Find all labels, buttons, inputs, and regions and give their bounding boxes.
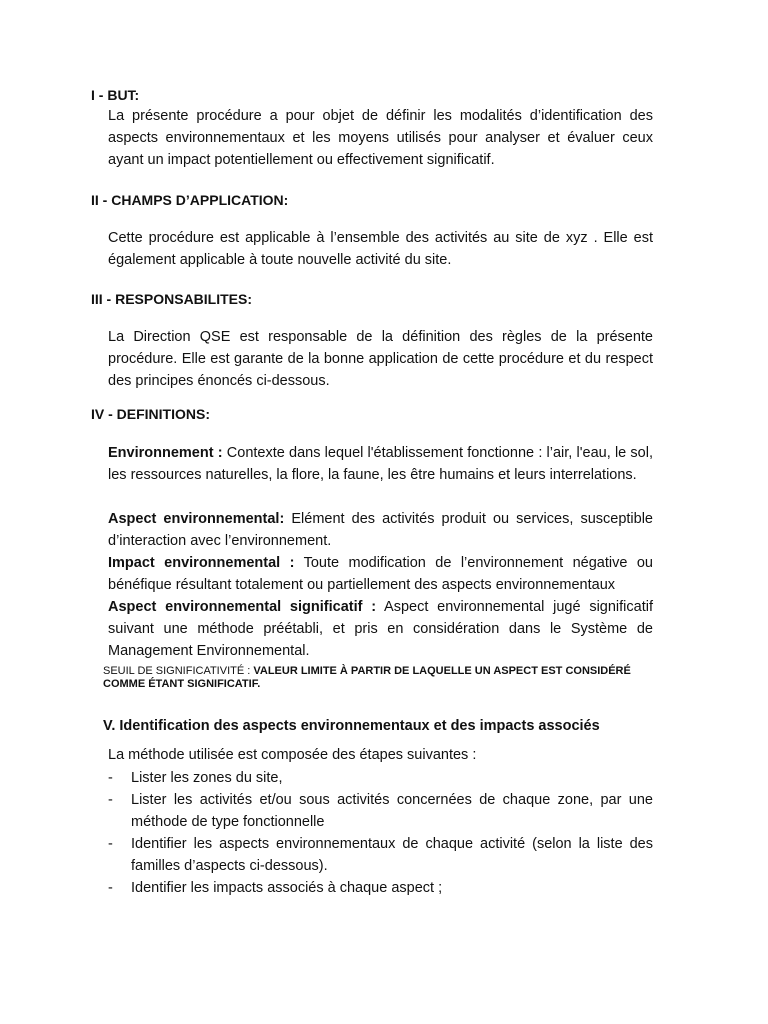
list-item bbox=[108, 833, 653, 877]
identification-intro: La méthode utilisée est composée des étapes suivantes : bbox=[108, 747, 477, 763]
section-heading-responsabilites: III - RESPONSABILITES: bbox=[91, 291, 253, 307]
step-text: Lister les zones du site, bbox=[131, 770, 283, 786]
definition-term: Aspect environnemental: bbox=[108, 511, 285, 527]
definition-environnement bbox=[108, 442, 653, 486]
step-text: Identifier les aspects environnementaux de chaque activité (selon la liste des familles d’aspects ci-dessous). bbox=[131, 836, 653, 874]
section-heading-definitions: IV - DEFINITIONS: bbox=[91, 406, 210, 422]
dash-bullet: - bbox=[108, 836, 113, 852]
section-text-champs: Cette procédure est applicable à l’ensemble des activités au site de xyz . Elle est également applicable à toute nouvelle activité du site. bbox=[108, 230, 653, 268]
section-text-responsabilites: La Direction QSE est responsable de la définition des règles de la présente procédure. Elle est garante de la bonne application de cette procédure et du respect des principes énoncés ci-dessous. bbox=[108, 329, 653, 389]
list-item bbox=[108, 789, 653, 833]
definition-text: Aspect environnemental jugé significatif suivant une méthode préétabli, et pris en considération dans le Système de Management Environnemental. bbox=[108, 599, 653, 659]
section-heading-identification: V. Identification des aspects environnementaux et des impacts associés bbox=[103, 718, 600, 734]
seuil-text: VALEUR LIMITE À PARTIR DE LAQUELLE UN ASPECT EST CONSIDÉRÉ COMME ÉTANT SIGNIFICATIF. bbox=[103, 665, 631, 690]
list-item bbox=[108, 767, 653, 789]
definition-text: Toute modification de l’environnement négative ou bénéfique résultant totalement ou partiellement des aspects environnementaux bbox=[108, 555, 653, 593]
steps-list bbox=[108, 767, 653, 899]
section-text-but: La présente procédure a pour objet de définir les modalités d’identification des aspects environnementaux et les moyens utilisés pour analyser et évaluer ceux ayant un impact potentiellement ou effectivement significatif. bbox=[108, 108, 653, 168]
step-text: Lister les activités et/ou sous activités concernées de chaque zone, par une méthode de type fonctionnelle bbox=[131, 792, 653, 830]
definition-text: Elément des activités produit ou services, susceptible d’interaction avec l’environnement. bbox=[108, 511, 653, 549]
dash-bullet: - bbox=[108, 880, 113, 896]
definition-aspect bbox=[108, 508, 653, 552]
seuil-label: SEUIL DE SIGNIFICATIVITÉ : bbox=[103, 665, 254, 677]
definition-term: Impact environnemental : bbox=[108, 555, 295, 571]
dash-bullet: - bbox=[108, 792, 113, 808]
step-text: Identifier les impacts associés à chaque aspect ; bbox=[131, 880, 443, 896]
definition-text: Contexte dans lequel l'établissement fonctionne : l’air, l'eau, le sol, les ressources naturelles, la flore, la faune, les être humains et leurs interrelations. bbox=[108, 445, 653, 483]
section-heading-but: I - BUT: bbox=[91, 87, 140, 103]
definition-aspect-significatif bbox=[108, 596, 653, 662]
definition-term: Environnement : bbox=[108, 445, 223, 461]
definition-term: Aspect environnemental significatif : bbox=[108, 599, 377, 615]
definition-impact bbox=[108, 552, 653, 596]
dash-bullet: - bbox=[108, 770, 113, 786]
section-heading-champs: II - CHAMPS D’APPLICATION: bbox=[91, 192, 289, 208]
list-item bbox=[108, 877, 653, 899]
seuil-definition bbox=[103, 665, 673, 691]
